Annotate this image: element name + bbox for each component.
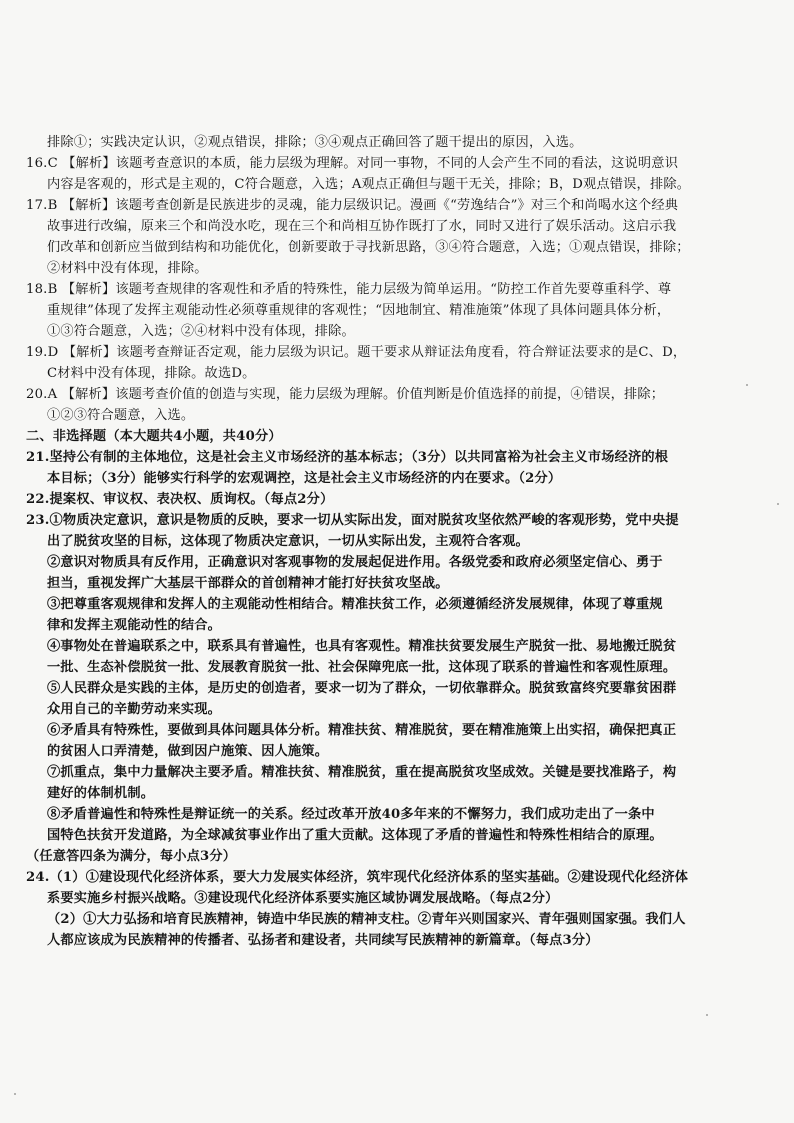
text-line: C材料中没有体现，排除。故选D。 [47,366,256,381]
text-line: 人都应该成为民族精神的传播者、弘扬者和建设者，共同续写民族精神的新篇章。（每点3分） [47,933,599,948]
text-line: ①②③符合题意，入选。 [47,408,195,423]
text-line: ④事物处在普遍联系之中，联系具有普遍性，也具有客观性。精准扶贫要发展生产脱贫一批、易地搬迁脱贫 [47,639,677,654]
text-line: 一批、生态补偿脱贫一批、发展教育脱贫一批、社会保障兜底一批，这体现了联系的普遍性和客观性原理。 [47,660,677,675]
text-line: 16.C 【解析】该题考查意识的本质，能力层级为理解。对同一事物，不同的人会产生不同的看法，这说明意识 [26,156,679,171]
text-line: ③把尊重客观规律和发挥人的主观能动性相结合。精准扶贫工作，必须遵循经济发展规律，体现了尊重规 [47,597,663,612]
text-line: ⑦抓重点，集中力量解决主要矛盾。精准扶贫、精准脱贫，重在提高脱贫攻坚成效。关键是要找准路子，构 [47,765,677,780]
scan-speck [706,1014,708,1016]
text-line: 律和发挥主观能动性的结合。 [47,618,222,633]
scan-speck [746,384,748,386]
text-line: 23.①物质决定意识，意识是物质的反映，要求一切从实际出发，面对脱贫攻坚依然严峻的客观形势，党中央提 [26,513,679,528]
text-line: 20.A 【解析】该题考查价值的创造与实现，能力层级为理解。价值判断是价值选择的前提，④错误，排除； [26,387,665,402]
text-line: ①③符合题意，入选；②④材料中没有体现，排除。 [47,324,355,339]
text-line: 17.B 【解析】该题考查创新是民族进步的灵魂，能力层级识记。漫画《“劳逸结合”》对三个和尚喝水这个经典 [26,198,679,213]
text-line: ⑧矛盾普遍性和特殊性是辩证统一的关系。经过改革开放40多年来的不懈努力，我们成功走出了一条中 [47,807,655,822]
text-line: 们改革和创新应当做到结构和功能优化，创新要敢于寻找新思路，③④符合题意，入选；①观点错误，排除； [47,240,690,255]
text-line: ⑥矛盾具有特殊性，要做到具体问题具体分析。精准扶贫、精准脱贫，要在精准施策上出实招，确保把真正 [47,723,677,738]
text-line: 21.坚持公有制的主体地位，这是社会主义市场经济的基本标志；（3分）以共同富裕为社会主义市场经济的根 [26,450,669,465]
text-line: 担当，重视发挥广大基层干部群众的首创精神才能打好扶贫攻坚战。 [47,576,449,591]
text-line: 故事进行改编，原来三个和尚没水吃，现在三个和尚相互协作既打了水，同时又进行了娱乐活动。这启示我 [47,219,677,234]
text-line: 19.D 【解析】该题考查辩证否定观，能力层级为识记。题干要求从辩证法角度看，符合辩证法要求的是C、D， [26,345,687,360]
text-line: ⑤人民群众是实践的主体，是历史的创造者，要求一切为了群众，一切依靠群众。脱贫致富终究要靠贫困群 [47,681,677,696]
scan-speck [777,503,779,505]
text-line: 重规律”体现了发挥主观能动性必须尊重规律的客观性；“因地制宜、精准施策”体现了具体问题具体分析， [47,303,671,318]
text-line: 的贫困人口弄清楚，做到因户施策、因人施策。 [47,744,329,759]
text-line: 系要实施乡村振兴战略。③建设现代化经济体系要实施区域协调发展战略。（每点2分） [47,891,559,906]
answer-content [26,132,778,951]
scan-speck [14,1093,16,1095]
text-line: ②意识对物质具有反作用，正确意识对客观事物的发展起促进作用。各级党委和政府必须坚定信心、勇于 [47,555,663,570]
text-line: （2）①大力弘扬和培育民族精神，铸造中华民族的精神支柱。②青年兴则国家兴、青年强则国家强。我们人 [47,912,686,927]
text-line: 排除①；实践决定认识，②观点错误，排除；③④观点正确回答了题干提出的原因，入选。 [47,135,583,150]
text-line: 24.（1）①建设现代化经济体系，要大力发展实体经济，筑牢现代化经济体系的坚实基础。②建设现代化经济体 [26,870,689,885]
text-line: 出了脱贫攻坚的目标，这体现了物质决定意识，一切从实际出发，主观符合客观。 [47,534,529,549]
text-line: 众用自己的辛勤劳动来实现。 [47,702,222,717]
text-line: 18.B 【解析】该题考查规律的客观性和矛盾的特殊性，能力层级为简单运用。“防控工作首先要尊重科学、尊 [26,282,672,297]
text-line: 国特色扶贫开发道路，为全球减贫事业作出了重大贡献。这体现了矛盾的普遍性和特殊性相结合的原理。 [47,828,663,843]
text-line: 建好的体制机制。 [47,786,155,801]
text-line: ②材料中没有体现，排除。 [47,261,208,276]
text-line: 本目标；（3分）能够实行科学的宏观调控，这是社会主义市场经济的内在要求。（2分） [47,471,562,486]
text-line: （任意答四条为满分，每小点3分） [26,849,237,864]
text-line: 22.提案权、审议权、表决权、质询权。（每点2分） [26,492,334,507]
text-line: 二、非选择题（本大题共4小题，共40分） [26,429,282,444]
text-line: 内容是客观的，形式是主观的，C符合题意，入选；A观点正确但与题干无关，排除；B，D观点错误，排除。 [47,177,691,192]
